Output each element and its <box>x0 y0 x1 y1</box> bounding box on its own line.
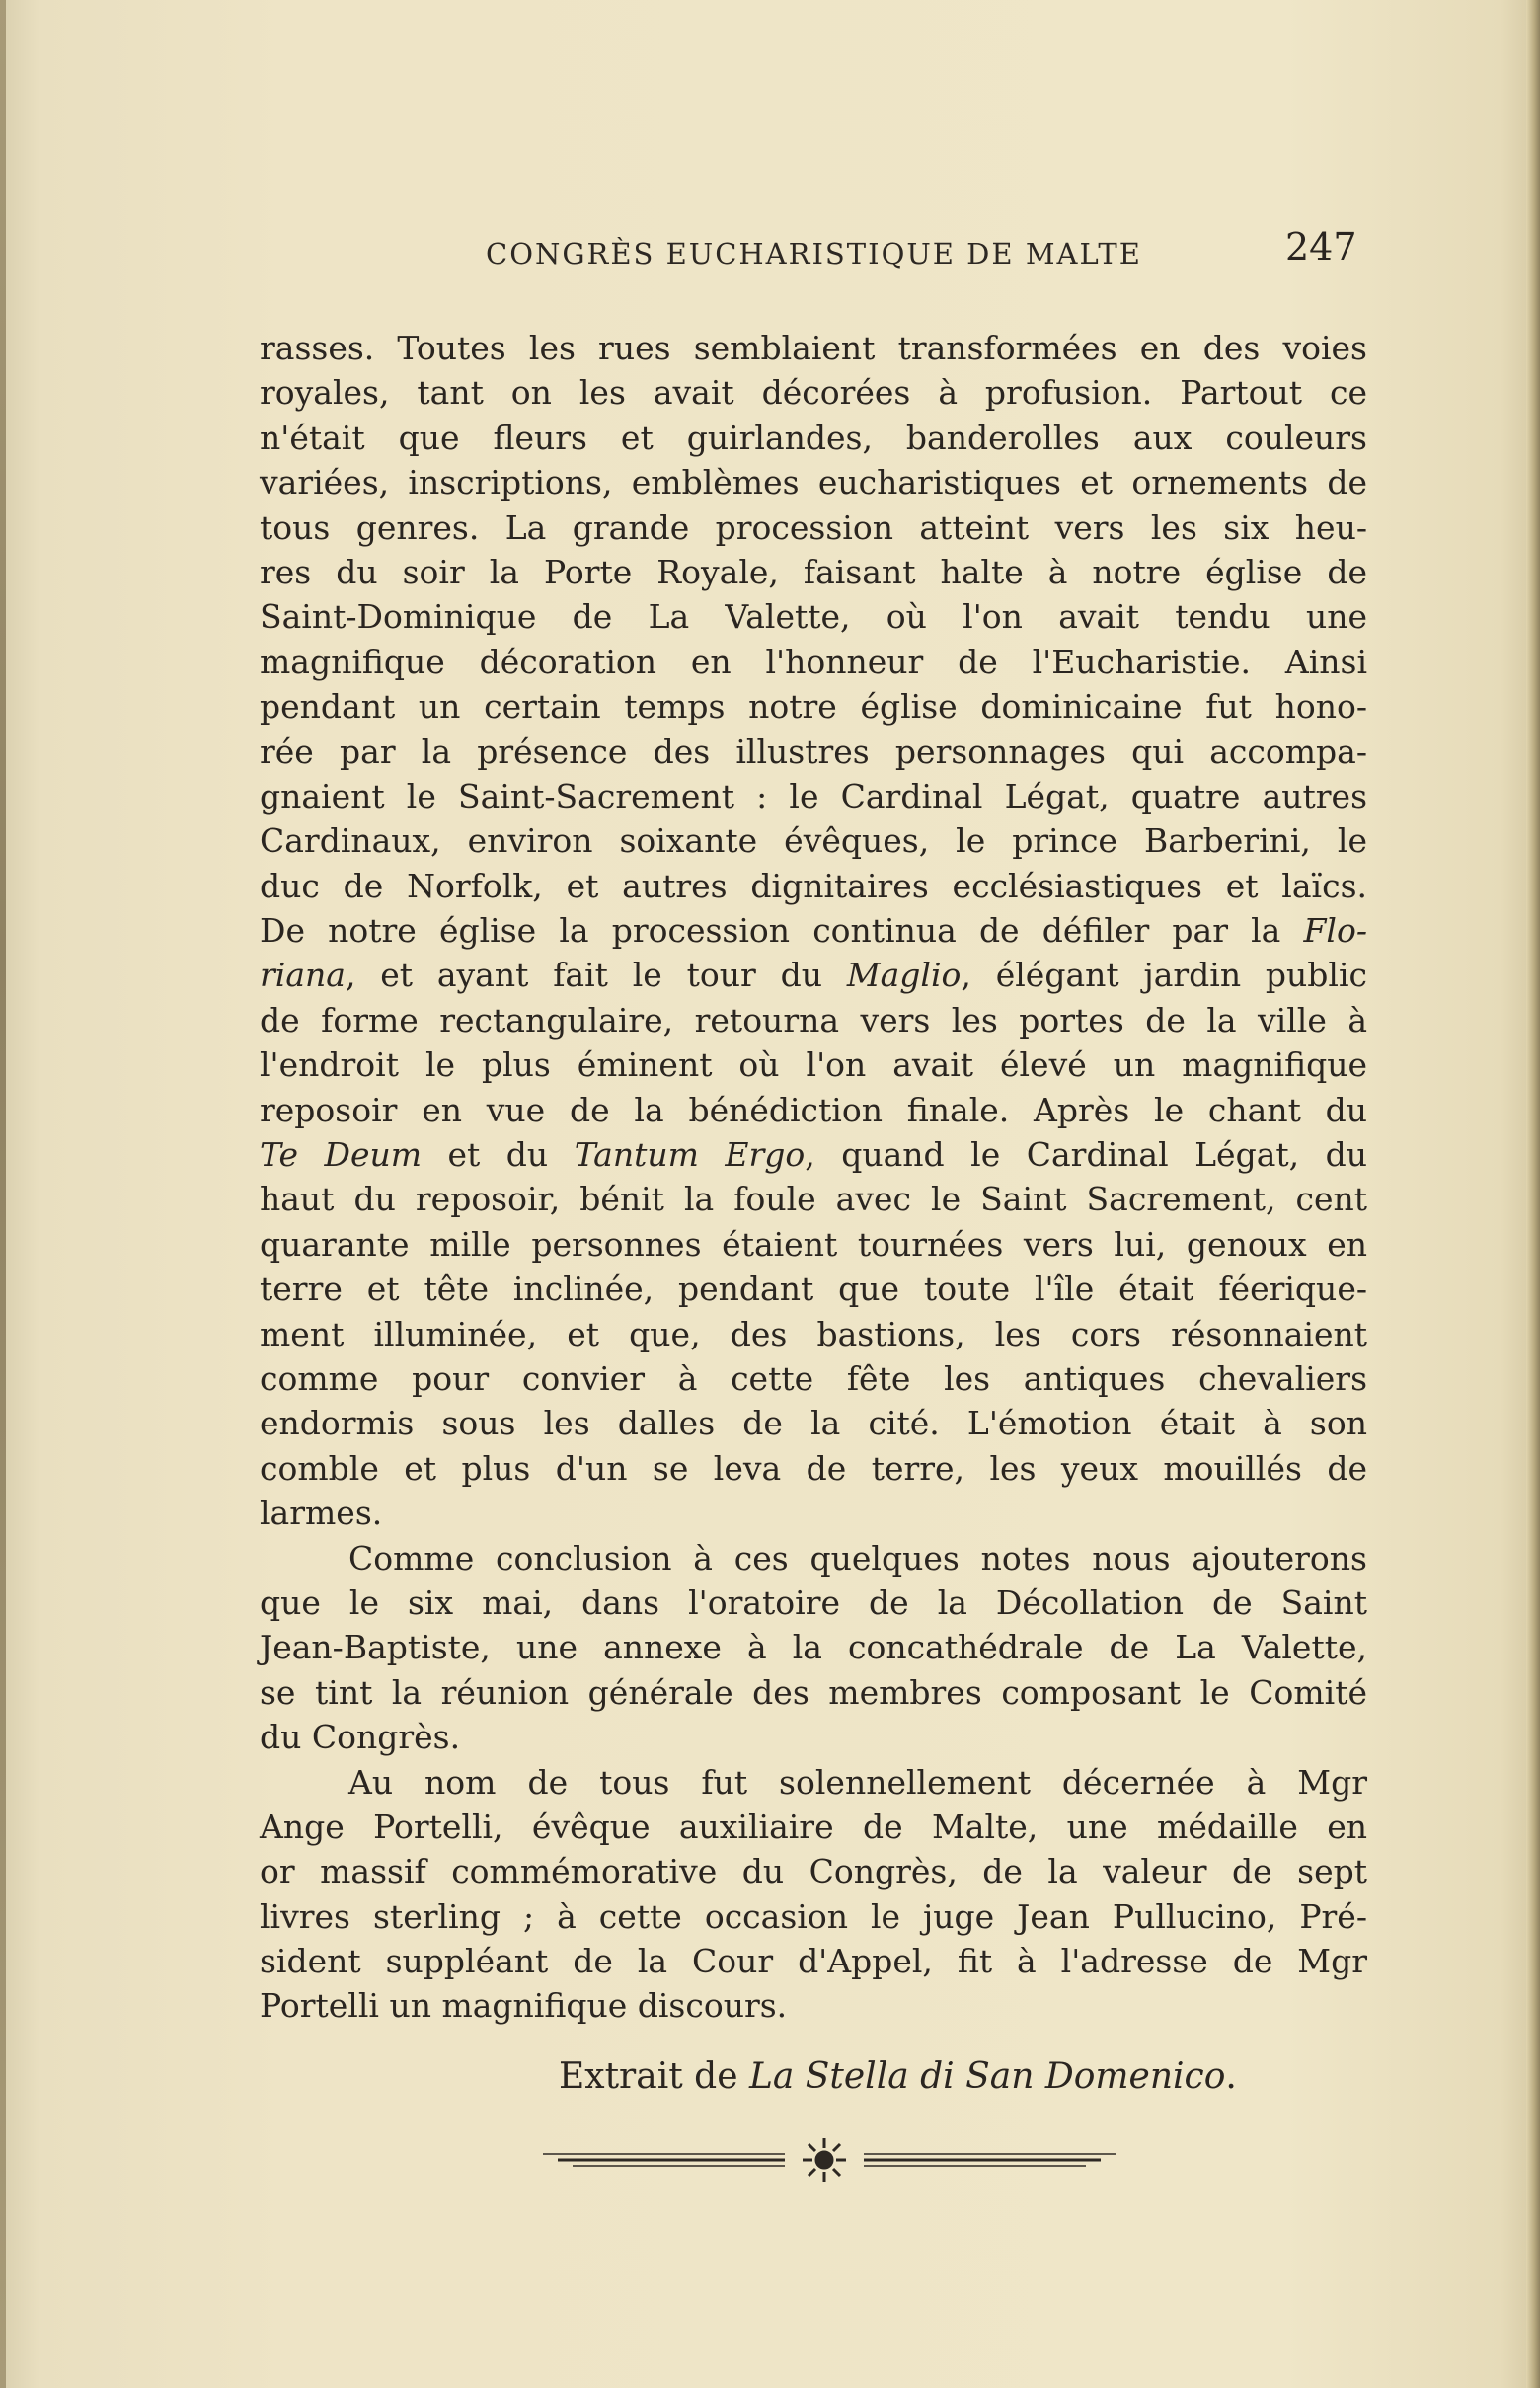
attribution-suffix: . <box>1225 2056 1237 2097</box>
running-title: CONGRÈS EUCHARISTIQUE DE MALTE <box>486 237 1142 270</box>
text-line: Saint-Dominique de La Valette, où l'on avait tendu une <box>260 597 1367 637</box>
text-line: haut du reposoir, bénit la foule avec le Saint Sacrement, cent <box>260 1180 1367 1219</box>
text-line: comme pour convier à cette fête les antiques chevaliers <box>260 1358 1367 1398</box>
text-line: duc de Norfolk, et autres dignitaires ecclésiastiques et laïcs. <box>260 866 1367 905</box>
text-line: gnaient le Saint-Sacrement : le Cardinal Légat, quatre autres <box>260 776 1367 815</box>
text-line: Jean-Baptiste, une annexe à la concathédrale de La Valette, <box>260 1628 1367 1667</box>
text-line: Portelli un magnifique discours. <box>260 1986 788 2026</box>
text-line: se tint la réunion générale des membres composant le Comité <box>260 1672 1367 1712</box>
italic-place-name: Maglio <box>846 956 962 995</box>
text-line: De notre église la procession continua de défiler par la Flo- <box>260 911 1367 951</box>
attribution-prefix: Extrait de <box>559 2056 749 2097</box>
italic-place-name: Flo- <box>1303 911 1367 951</box>
text-line: reposoir en vue de la bénédiction finale. Après le chant du <box>260 1090 1367 1129</box>
text-line: royales, tant on les avait décorées à profusion. Partout ce <box>260 373 1367 413</box>
page-number: 247 <box>1285 225 1357 269</box>
text-line: magnifique décoration en l'honneur de l'Eucharistie. Ainsi <box>260 642 1367 681</box>
page-right-edge <box>1526 0 1540 2388</box>
text-line: pendant un certain temps notre église dominicaine fut hono- <box>260 687 1367 727</box>
body-text <box>260 326 1367 2029</box>
text-line: l'endroit le plus éminent où l'on avait élevé un magnifique <box>260 1045 1367 1085</box>
page-left-edge <box>0 0 6 2388</box>
italic-hymn-title: Te Deum <box>260 1135 423 1175</box>
source-attribution <box>559 2056 1237 2097</box>
text-line: larmes. <box>260 1494 383 1533</box>
italic-hymn-title: Tantum Ergo <box>574 1135 806 1175</box>
text-line: Te Deum et du Tantum Ergo, quand le Cardinal Légat, du <box>260 1135 1367 1175</box>
text-line: du Congrès. <box>260 1718 461 1757</box>
text-line: de forme rectangulaire, retourna vers les portes de la ville à <box>260 1000 1367 1040</box>
text-line: terre et tête inclinée, pendant que toute l'île était féerique- <box>260 1270 1367 1309</box>
text-line: or massif commémorative du Congrès, de la valeur de sept <box>260 1852 1367 1891</box>
text-line: livres sterling ; à cette occasion le juge Jean Pullucino, Pré- <box>260 1896 1367 1936</box>
source-title: La Stella di San Domenico <box>748 2056 1226 2097</box>
text-line: quarante mille personnes étaient tournées vers lui, genoux en <box>260 1224 1367 1264</box>
text-line: Ange Portelli, évêque auxiliaire de Malte, une médaille en <box>260 1807 1367 1846</box>
text-line: riana, et ayant fait le tour du Maglio, élégant jardin public <box>260 956 1368 995</box>
text-line: sident suppléant de la Cour d'Appel, fit à l'adresse de Mgr <box>260 1942 1367 1981</box>
text-line: ment illuminée, et que, des bastions, les cors résonnaient <box>260 1314 1367 1353</box>
text-line: Au nom de tous fut solennellement décernée à Mgr <box>348 1762 1367 1802</box>
text-line: res du soir la Porte Royale, faisant halte à notre église de <box>260 552 1367 591</box>
text-line: comble et plus d'un se leva de terre, les yeux mouillés de <box>260 1448 1367 1488</box>
text-line: rée par la présence des illustres personnages qui accompa- <box>260 732 1367 771</box>
ornament-divider <box>538 2130 1120 2190</box>
text-line: Comme conclusion à ces quelques notes nous ajouterons <box>348 1538 1367 1578</box>
text-line: Cardinaux, environ soixante évêques, le prince Barberini, le <box>260 821 1367 861</box>
italic-place-name: riana <box>260 956 346 995</box>
text-line: n'était que fleurs et guirlandes, banderolles aux couleurs <box>260 418 1367 457</box>
text-line: que le six mai, dans l'oratoire de la Décollation de Saint <box>260 1582 1367 1622</box>
text-line: endormis sous les dalles de la cité. L'émotion était à son <box>260 1404 1367 1443</box>
text-line: rasses. Toutes les rues semblaient transformées en des voies <box>260 329 1367 367</box>
text-line: tous genres. La grande procession atteint vers les six heu- <box>260 507 1367 547</box>
sun-ornament-icon <box>803 2138 846 2182</box>
text-line: variées, inscriptions, emblèmes eucharistiques et ornements de <box>260 463 1367 502</box>
